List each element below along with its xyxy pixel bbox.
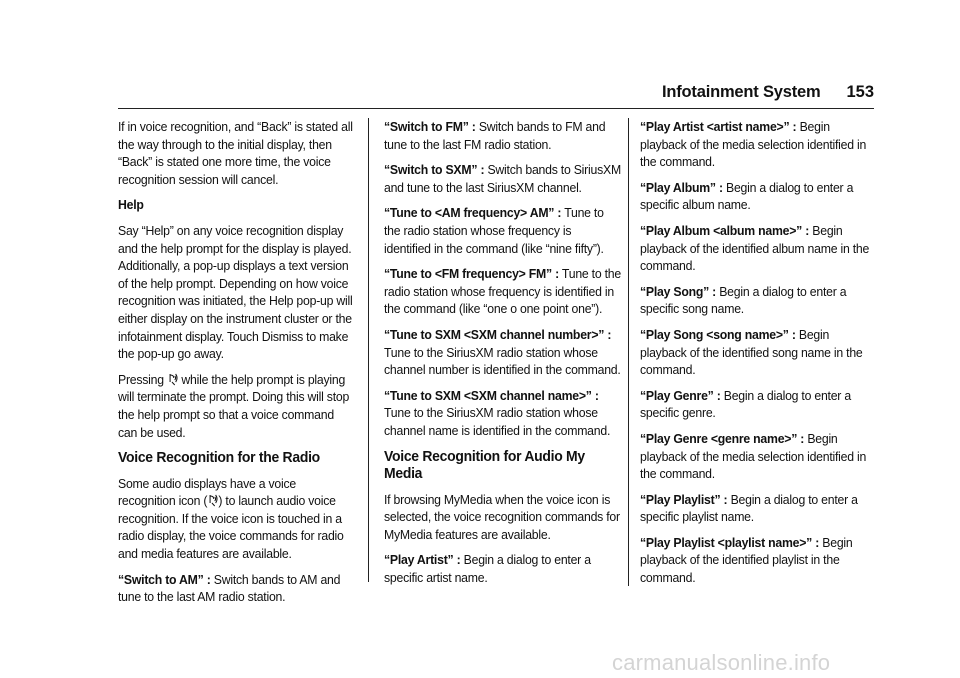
command-switch-sxm xyxy=(384,161,621,196)
radio-intro-text: Some audio displays have a voice recognition icon ( xyxy=(118,475,297,509)
command-label: “Tune to SXM <SXM channel name>” : xyxy=(384,387,599,403)
command-tune-sxm-name xyxy=(384,387,621,440)
paragraph-back: If in voice recognition, and “Back” is stated all the way through to the initial display, then “Back” is stated one more time, the voice recognition session will cancel. xyxy=(118,119,353,187)
header-rule xyxy=(118,108,874,109)
command-play-song xyxy=(640,283,877,318)
radio-intro-rest: ) to launch audio voice recognition. If the voice icon is touched in a radio display, the voice commands for radio and media features are available. xyxy=(118,493,344,562)
column-1 xyxy=(118,118,355,614)
command-text: Tune to the radio station whose frequency is identified in the command (like “nine fifty”). xyxy=(384,205,604,256)
column-divider-1 xyxy=(368,118,369,252)
command-play-playlist xyxy=(640,491,877,526)
command-text: Begin playback of the media selection identified in the command. xyxy=(640,119,867,170)
command-text: Begin playback of the identified album name in the command. xyxy=(640,222,870,274)
command-tune-am xyxy=(384,204,621,257)
voice-recognition-icon xyxy=(168,373,177,386)
command-label: “Play Genre <genre name>” : xyxy=(640,430,805,446)
command-label: “Switch to SXM” : xyxy=(384,162,485,178)
command-tune-sxm-number xyxy=(384,326,621,379)
command-label: “Switch to AM” : xyxy=(118,571,211,587)
command-text: Tune to the radio station whose frequency is identified in the command (like “one o one point one”). xyxy=(384,266,621,317)
command-text: Begin playback of the identified playlist in the command. xyxy=(640,534,853,586)
column-divider-2 xyxy=(628,118,629,586)
command-label: “Switch to FM” : xyxy=(384,119,476,134)
paragraph-mymedia-intro: If browsing MyMedia when the voice icon is selected, the voice recognition commands for MyMedia features are available. xyxy=(384,491,620,542)
command-label: “Play Song <song name>” : xyxy=(640,326,796,342)
command-label: “Play Artist <artist name>” : xyxy=(640,119,797,134)
command-switch-am xyxy=(118,571,355,606)
column-2 xyxy=(384,118,621,595)
command-play-album xyxy=(640,179,877,214)
voice-recognition-icon xyxy=(208,494,217,507)
column-3 xyxy=(640,118,877,595)
paragraph-radio-intro xyxy=(118,475,355,563)
pressing-rest: while the help prompt is playing will terminate the prompt. Doing this will stop the help prompt so that a voice command can be used. xyxy=(118,371,350,440)
command-text: Begin a dialog to enter a specific artist name. xyxy=(384,552,591,586)
command-text: Begin playback of the identified song name in the command. xyxy=(640,326,863,378)
command-play-genre-name xyxy=(640,430,877,483)
pressing-text: Pressing xyxy=(118,371,164,387)
command-play-genre xyxy=(640,387,877,422)
help-heading: Help xyxy=(118,197,144,213)
page-number: 153 xyxy=(846,83,874,101)
command-label: “Play Genre” : xyxy=(640,387,721,403)
command-text: Tune to the SiriusXM radio station whose channel number is identified in the command. xyxy=(384,344,621,378)
command-label: “Play Song” : xyxy=(640,283,717,299)
command-text: Switch bands to FM and tune to the last FM radio station. xyxy=(384,119,606,152)
command-label: “Tune to SXM <SXM channel number>” : xyxy=(384,326,612,342)
paragraph-help: Say “Help” on any voice recognition display and the help prompt for the display is played. Additionally, a pop-up displays a text version of the help prompt. Depending on how voice recognition was initiated, the Help pop-up will either display on the instrument cluster or the infotainment display. Touch Dismiss to make the pop-up go away. xyxy=(118,222,353,362)
command-text: Begin a dialog to enter a specific playlist name. xyxy=(640,491,858,525)
command-text: Begin playback of the media selection identified in the command. xyxy=(640,430,867,482)
watermark-text: carmanualsonline.info xyxy=(612,650,831,675)
command-label: “Tune to <FM frequency> FM” : xyxy=(384,266,559,282)
command-text: Switch bands to AM and tune to the last AM radio station. xyxy=(118,571,341,605)
command-text: Switch bands to SiriusXM and tune to the last SiriusXM channel. xyxy=(384,162,621,195)
command-text: Begin a dialog to enter a specific genre. xyxy=(640,387,851,421)
command-play-playlist-name xyxy=(640,534,877,587)
command-tune-fm xyxy=(384,265,621,318)
command-label: “Play Artist” : xyxy=(384,552,461,568)
section-heading-mymedia: Voice Recognition for Audio My Media xyxy=(384,447,585,483)
command-text: Begin a dialog to enter a specific album name. xyxy=(640,179,854,213)
section-title: Infotainment System xyxy=(661,83,821,101)
command-text: Begin a dialog to enter a specific song name. xyxy=(640,283,847,317)
command-play-artist xyxy=(384,551,621,586)
command-label: “Tune to <AM frequency> AM” : xyxy=(384,205,562,221)
command-text: Tune to the SiriusXM radio station whose channel name is identified in the command. xyxy=(384,405,611,438)
section-heading-radio: Voice Recognition for the Radio xyxy=(118,449,320,467)
column-divider-1b xyxy=(368,252,369,582)
paragraph-pressing xyxy=(118,371,355,441)
command-play-song-name xyxy=(640,326,877,379)
command-play-artist-name xyxy=(640,118,877,171)
command-switch-fm xyxy=(384,118,621,153)
command-label: “Play Album <album name>” : xyxy=(640,222,810,238)
page-header xyxy=(662,83,874,102)
command-label: “Play Playlist” : xyxy=(640,491,728,507)
command-label: “Play Album” : xyxy=(640,179,723,195)
command-play-album-name xyxy=(640,222,877,275)
command-label: “Play Playlist <playlist name>” : xyxy=(640,534,820,550)
